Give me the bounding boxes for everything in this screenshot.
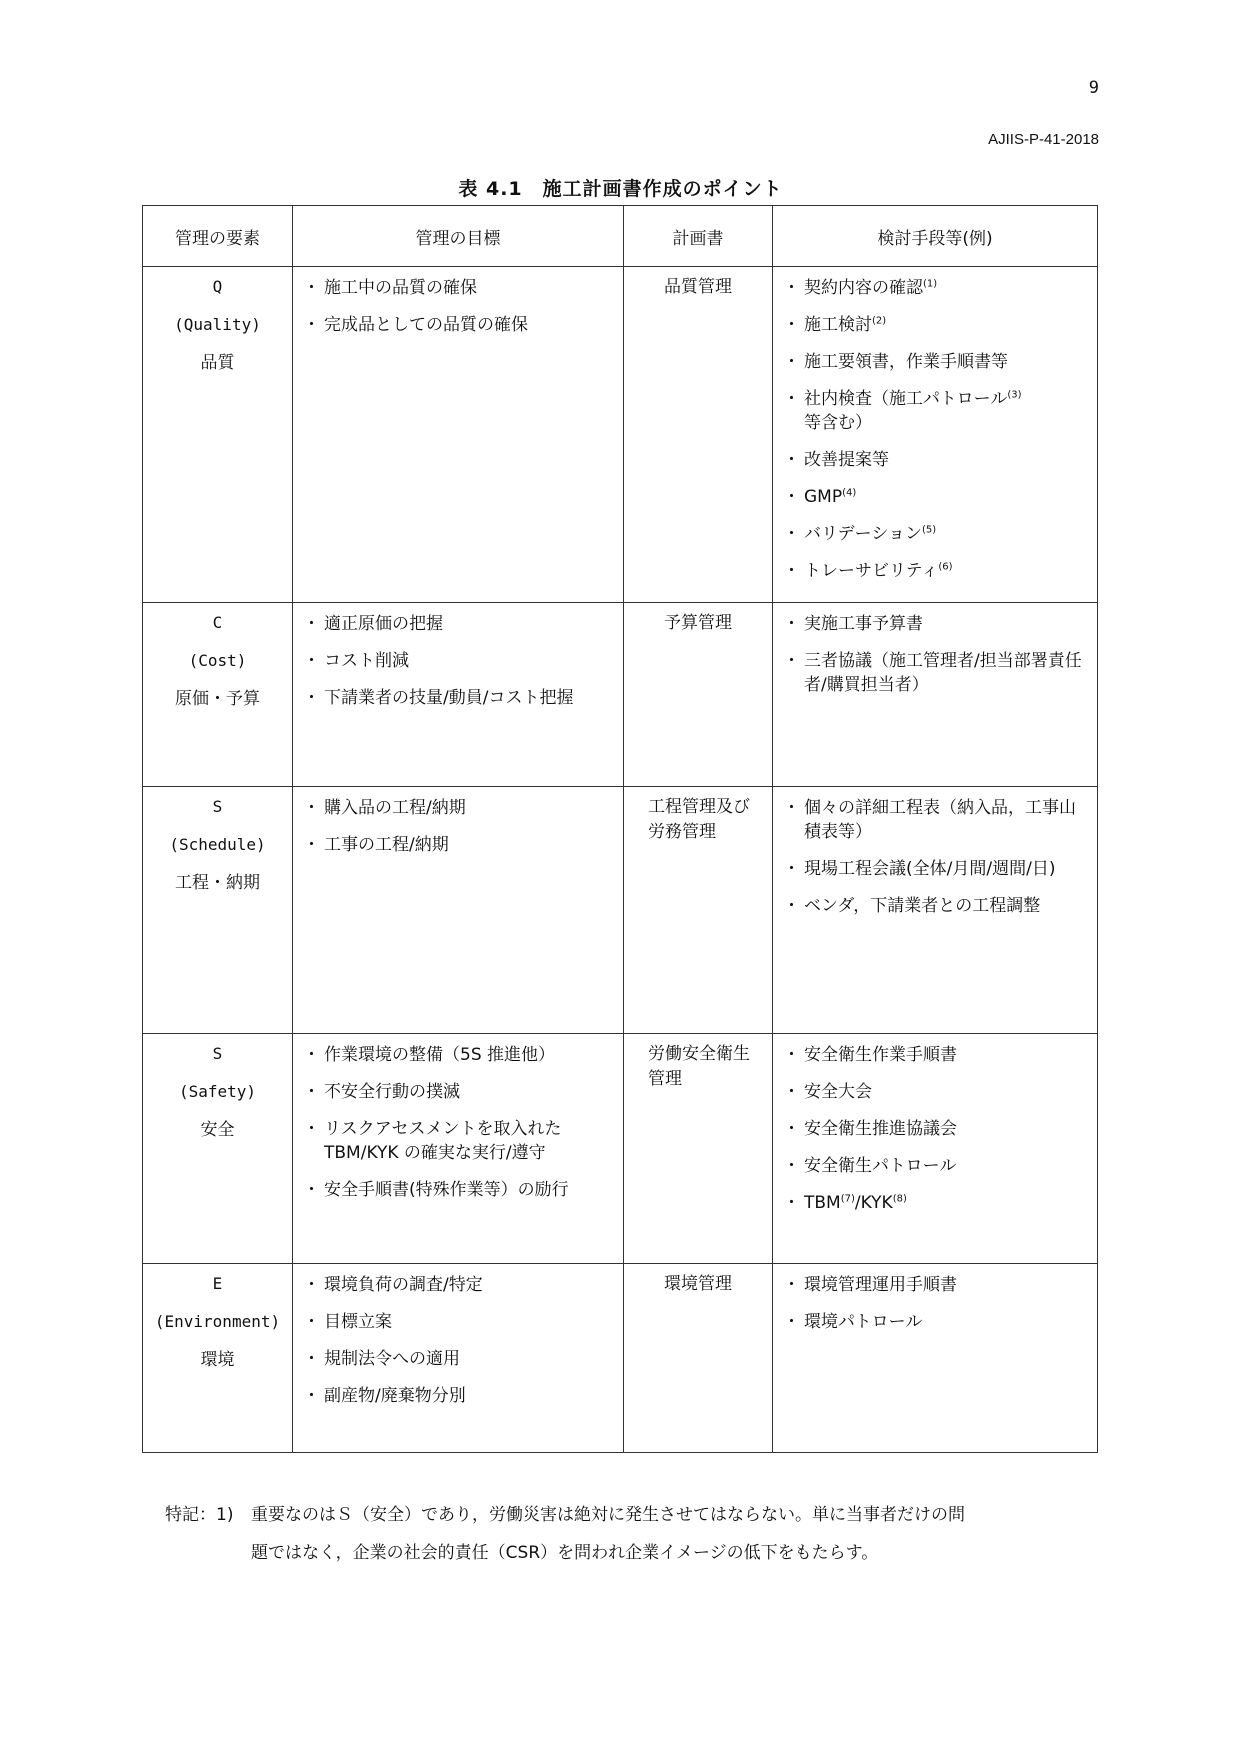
element-cell <box>143 1034 293 1264</box>
goal-item: ・ 施工中の品質の確保 <box>308 276 614 300</box>
goal-item: ・ 作業環境の整備（5S 推進他） <box>308 1043 614 1067</box>
goals-cell <box>293 267 624 603</box>
element-code: S <box>212 1044 223 1063</box>
means-item: ・ トレーサビリティ$^{(6)}$ <box>788 559 1088 583</box>
element-japanese: 安全 <box>200 1120 235 1140</box>
goal-item: ・ コスト削減 <box>308 649 614 673</box>
means-item: ・ 安全衛生推進協議会 <box>788 1117 1088 1141</box>
means-item: ・ 現場工程会議(全体/月間/週間/日) <box>788 857 1088 881</box>
means-item: ・ 施工要領書，作業手順書等 <box>788 350 1088 374</box>
construction-plan-points-table <box>142 205 1098 1453</box>
means-item: ・ 安全大会 <box>788 1080 1088 1104</box>
note-line-1: 重要なのはＳ（安全）であり，労働災害は絶対に発生させてはならない。単に当事者だけの問 <box>251 1505 965 1525</box>
element-japanese: 原価・予算 <box>175 689 260 709</box>
means-item: ・ TBM$^{(7)}$/KYK$^{(8)}$ <box>788 1191 1088 1215</box>
means-item: ・ バリデーション$^{(5)}$ <box>788 522 1088 546</box>
means-item: ・ 契約内容の確認$^{(1)}$ <box>788 276 1088 300</box>
goals-cell <box>293 787 624 1034</box>
goal-item: ・ 購入品の工程/納期 <box>308 796 614 820</box>
element-cell <box>143 787 293 1034</box>
table-row-cost <box>143 603 1098 787</box>
means-cell <box>773 1264 1098 1453</box>
goals-cell <box>293 1034 624 1264</box>
means-item: ・ 改善提案等 <box>788 448 1088 472</box>
plan-cell: 工程管理及び労務管理 <box>624 787 773 1034</box>
table-row-safety <box>143 1034 1098 1264</box>
means-item: ・ 社内検査（施工パトロール$^{(3)}$等含む） <box>788 387 1088 435</box>
header-plan: 計画書 <box>624 206 773 267</box>
table-row-schedule <box>143 787 1098 1034</box>
header-means: 検討手段等(例) <box>773 206 1098 267</box>
goal-item: ・ 完成品としての品質の確保 <box>308 313 614 337</box>
table-row-quality <box>143 267 1098 603</box>
goal-item: ・ 適正原価の把握 <box>308 612 614 636</box>
page-number: 9 <box>1088 78 1099 98</box>
table-caption: 表 4.1 施工計画書作成のポイント <box>458 178 783 200</box>
element-code: Q <box>212 277 223 296</box>
means-cell <box>773 787 1098 1034</box>
goals-cell <box>293 1264 624 1453</box>
means-item: ・ GMP$^{(4)}$ <box>788 485 1088 509</box>
plan-cell: 労働安全衛生管理 <box>624 1034 773 1264</box>
note-line-2: 題ではなく，企業の社会的責任（CSR）を問われ企業イメージの低下をもたらす。 <box>251 1543 879 1563</box>
plan-cell: 品質管理 <box>624 267 773 603</box>
means-item: ・ 施工検討$^{(2)}$ <box>788 313 1088 337</box>
means-item: ・ 環境パトロール <box>788 1310 1088 1334</box>
element-japanese: 環境 <box>200 1350 235 1370</box>
table-row-environment <box>143 1264 1098 1453</box>
goal-item: ・ 環境負荷の調査/特定 <box>308 1273 614 1297</box>
goal-item: ・ 下請業者の技量/動員/コスト把握 <box>308 686 614 710</box>
means-item: ・ 安全衛生パトロール <box>788 1154 1088 1178</box>
goal-item: ・ リスクアセスメントを取入れた TBM/KYK の確実な実行/遵守 <box>308 1117 614 1165</box>
means-item: ・ ベンダ，下請業者との工程調整 <box>788 894 1088 918</box>
element-english: (Quality) <box>174 315 261 334</box>
element-code: E <box>212 1274 223 1293</box>
header-goal: 管理の目標 <box>293 206 624 267</box>
element-cell <box>143 603 293 787</box>
plan-cell: 予算管理 <box>624 603 773 787</box>
means-cell <box>773 603 1098 787</box>
goal-item: ・ 工事の工程/納期 <box>308 833 614 857</box>
means-item: ・ 三者協議（施工管理者/担当部署責任者/購買担当者） <box>788 649 1088 697</box>
element-english: (Safety) <box>178 1082 257 1101</box>
means-item: ・ 環境管理運用手順書 <box>788 1273 1088 1297</box>
element-cell <box>143 1264 293 1453</box>
means-cell <box>773 267 1098 603</box>
element-code: C <box>212 613 223 632</box>
goal-item: ・ 規制法令への適用 <box>308 1347 614 1371</box>
document-code: AJIIS-P-41-2018 <box>988 131 1099 148</box>
goal-item: ・ 目標立案 <box>308 1310 614 1334</box>
goal-item: ・ 不安全行動の撲滅 <box>308 1080 614 1104</box>
goal-item: ・ 安全手順書(特殊作業等）の励行 <box>308 1178 614 1202</box>
means-item: ・ 安全衛生作業手順書 <box>788 1043 1088 1067</box>
means-item: ・ 実施工事予算書 <box>788 612 1088 636</box>
special-note <box>165 1496 1095 1572</box>
plan-cell: 環境管理 <box>624 1264 773 1453</box>
element-japanese: 品質 <box>200 353 235 373</box>
element-english: (Schedule) <box>169 835 266 854</box>
element-code: S <box>212 797 223 816</box>
note-label: 特記：1) <box>165 1505 234 1525</box>
table-header-row <box>143 206 1098 267</box>
goals-cell <box>293 603 624 787</box>
means-item: ・ 個々の詳細工程表（納入品，工事山積表等） <box>788 796 1088 844</box>
element-cell <box>143 267 293 603</box>
element-english: (Cost) <box>188 651 247 670</box>
means-cell <box>773 1034 1098 1264</box>
header-element: 管理の要素 <box>143 206 293 267</box>
element-english: (Environment) <box>154 1312 281 1331</box>
element-japanese: 工程・納期 <box>175 873 260 893</box>
goal-item: ・ 副産物/廃棄物分別 <box>308 1384 614 1408</box>
